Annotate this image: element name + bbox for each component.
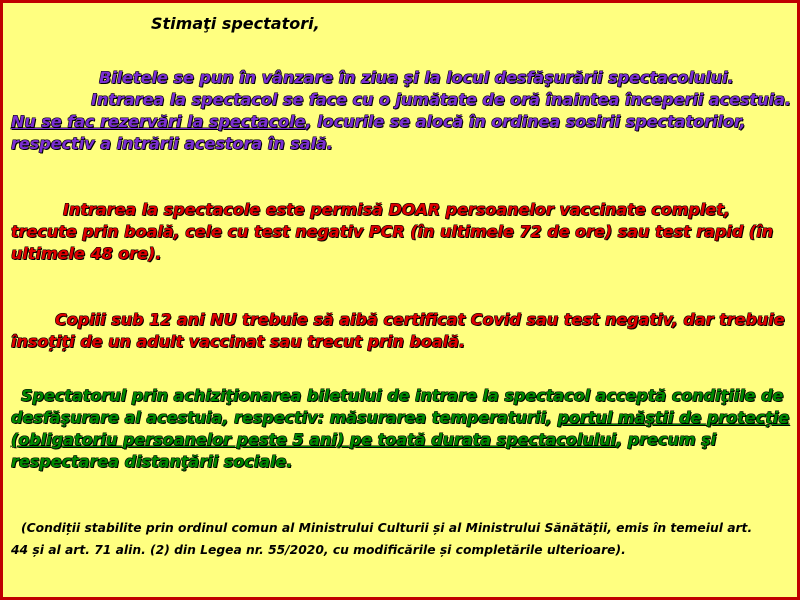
children-line-1: Copiii sub 12 ani NU trebuie să aibă certificat Covid sau test negativ, dar trebuie [55,310,785,329]
children-line-2: însoțiți de un adult vaccinat sau trecut prin boală. [11,332,466,351]
entry-paragraph [11,199,789,265]
conditions-paragraph [11,385,789,473]
legal-line-1: (Condiții stabilite prin ordinul comun al Ministrului Culturii și al Ministrului Sănătății, emis în temeiul art. [21,521,753,535]
entry-line-2: trecute prin boală, cele cu test negativ PCR (în ultimele 72 de ore) sau test rapid (în [11,222,774,241]
greeting: Stimaţi spectatori, [151,14,320,33]
no-reservations-text: Nu se fac rezervări la spectacole [11,112,306,131]
tickets-line-2: Intrarea la spectacol se face cu o jumătate de oră înaintea începerii acestuia. [91,90,791,109]
children-paragraph [11,309,789,353]
legal-line-2: 44 și al art. 71 alin. (2) din Legea nr. 55/2020, cu modificările și completările ulterioare). [11,543,626,557]
tickets-line-3 [11,111,789,133]
entry-line-3: ultimele 48 ore). [11,244,162,263]
tickets-line-1: Biletele se pun în vânzare în ziua şi la locul desfăşurării spectacolului. [99,68,734,87]
mask-duration-text: (obligatoriu persoanelor peste 5 ani) pe toată durata spectacolului [11,430,617,449]
conditions-line-2-plain: desfăşurare al acestuia, respectiv: măsurarea temperaturii, [11,408,558,427]
conditions-line-2 [11,407,789,429]
conditions-line-4: respectarea distanţării sociale. [11,452,293,471]
conditions-line-3 [11,429,789,451]
conditions-line-3-rest: , precum şi [616,430,717,449]
mask-requirement-text: portul măştii de protecție [557,408,790,427]
legal-note [11,517,789,561]
tickets-line-3-rest: , locurile se alocă în ordinea sosirii spectatorilor, [305,112,746,131]
tickets-line-4: respectiv a intrării acestora în sală. [11,134,333,153]
entry-line-1: Intrarea la spectacole este permisă DOAR persoanelor vaccinate complet, [63,200,730,219]
tickets-paragraph [11,67,789,155]
conditions-line-1: Spectatorul prin achiziţionarea biletului de intrare la spectacol acceptă condiţiile de [21,386,784,405]
